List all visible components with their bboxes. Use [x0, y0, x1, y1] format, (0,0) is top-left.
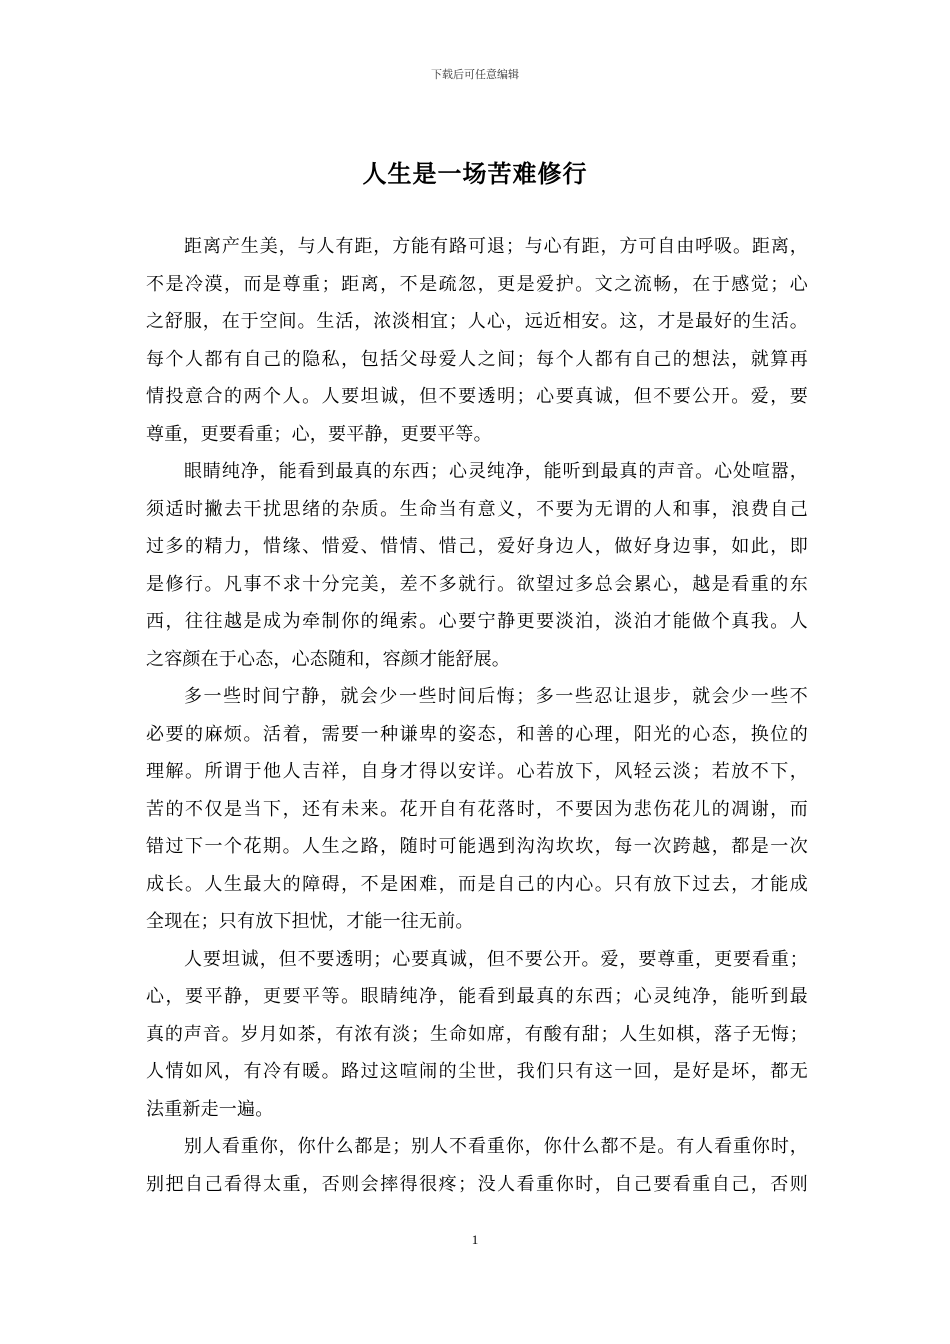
- text-line: 别把自己看得太重，否则会摔得很疼；没人看重你时，自己要看重自己，否则: [146, 1173, 808, 1195]
- document-body: [146, 228, 808, 1203]
- text-line: 之舒服，在于空间。生活，浓淡相宜；人心，远近相安。这，才是最好的生活。: [146, 311, 808, 332]
- text-line: 心，要平静，更要平等。眼睛纯净，能看到最真的东西；心灵纯净，能听到最: [146, 986, 808, 1007]
- text-line: 全现在；只有放下担忧，才能一往无前。: [146, 911, 474, 932]
- header-note: 下载后可任意编辑: [431, 68, 519, 81]
- text-line: 是修行。凡事不求十分完美，差不多就行。欲望过多总会累心，越是看重的东: [146, 573, 808, 595]
- text-line: 尊重，更要看重；心，要平静，更要平等。: [146, 423, 492, 445]
- text-line: 错过下一个花期。人生之路，随时可能遇到沟沟坎坎，每一次跨越，都是一次: [146, 836, 808, 857]
- text-line: 之容颜在于心态，心态随和，容颜才能舒展。: [146, 648, 510, 670]
- text-line: 必要的麻烦。活着，需要一种谦卑的姿态，和善的心理，阳光的心态，换位的: [146, 723, 808, 745]
- paragraph: [146, 678, 808, 941]
- text-line: 人情如风，有冷有暖。路过这喧闹的尘世，我们只有这一回，是好是坏，都无: [146, 1061, 808, 1082]
- text-line: 苦的不仅是当下，还有未来。花开自有花落时，不要因为悲伤花儿的凋谢，而: [146, 798, 808, 820]
- document-title: 人生是一场苦难修行: [362, 159, 588, 188]
- paragraph: [146, 228, 808, 453]
- text-line: 别人看重你，你什么都是；别人不看重你，你什么都不是。有人看重你时，: [184, 1136, 808, 1157]
- text-line: 情投意合的两个人。人要坦诚，但不要透明；心要真诚，但不要公开。爱，要: [146, 386, 808, 407]
- text-line: 每个人都有自己的隐私，包括父母爱人之间；每个人都有自己的想法，就算再: [146, 348, 808, 370]
- text-line: 不是冷漠，而是尊重；距离，不是疏忽，更是爱护。文之流畅，在于感觉；心: [146, 273, 808, 295]
- text-line: 真的声音。岁月如茶，有浓有淡；生命如席，有酸有甜；人生如棋，落子无悔；: [146, 1023, 808, 1045]
- paragraph: [146, 941, 808, 1129]
- text-line: 理解。所谓于他人吉祥，自身才得以安详。心若放下，风轻云淡；若放不下，: [146, 761, 808, 782]
- text-line: 法重新走一遍。: [146, 1098, 274, 1120]
- text-line: 过多的精力，惜缘、惜爱、惜情、惜己，爱好身边人，做好身边事，如此，即: [146, 536, 808, 557]
- paragraph: [146, 453, 808, 678]
- paragraph: [146, 1128, 808, 1203]
- text-line: 西，往往越是成为牵制你的绳索。心要宁静更要淡泊，淡泊才能做个真我。人: [146, 611, 808, 632]
- page-number: 1: [471, 1232, 479, 1247]
- text-line: 多一些时间宁静，就会少一些时间后悔；多一些忍让退步，就会少一些不: [184, 686, 808, 707]
- text-line: 须适时撇去干扰思绪的杂质。生命当有意义，不要为无谓的人和事，浪费自己: [146, 498, 808, 520]
- text-line: 眼睛纯净，能看到最真的东西；心灵纯净，能听到最真的声音。心处喧嚣，: [184, 461, 808, 482]
- text-line: 距离产生美，与人有距，方能有路可退；与心有距，方可自由呼吸。距离，: [184, 236, 808, 257]
- text-line: 成长。人生最大的障碍，不是困难，而是自己的内心。只有放下过去，才能成: [146, 873, 808, 895]
- text-line: 人要坦诚，但不要透明；心要真诚，但不要公开。爱，要尊重，更要看重；: [184, 948, 808, 970]
